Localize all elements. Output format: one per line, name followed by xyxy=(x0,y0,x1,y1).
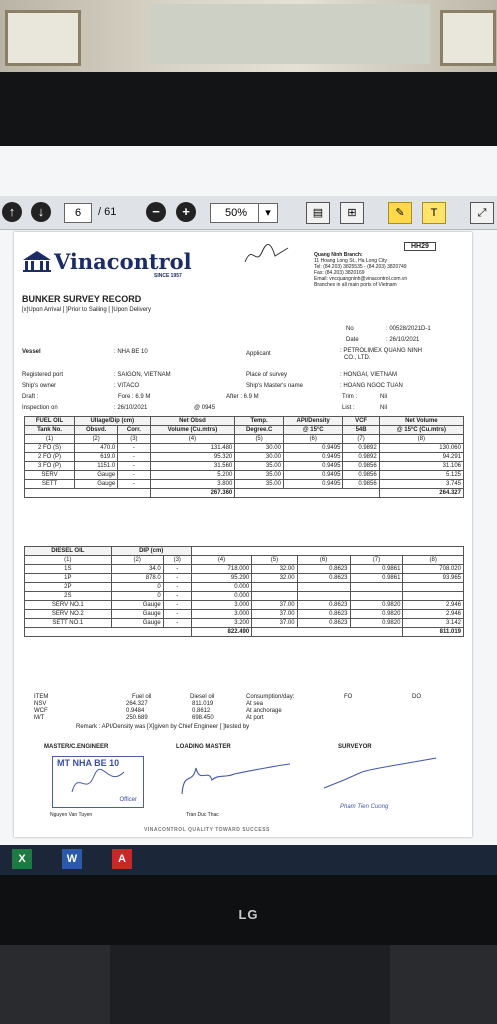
master-name: Nguyen Van Tuyen xyxy=(50,812,93,818)
fuel-value: - xyxy=(118,480,150,489)
fuel-value: 31.106 xyxy=(379,462,463,471)
fuel-value: 0.9892 xyxy=(343,453,379,462)
diesel-value: Gauge xyxy=(111,601,163,610)
net-obsd-header: Net Obsd xyxy=(150,417,235,426)
column-index: (6) xyxy=(297,556,350,565)
page-total: / 61 xyxy=(98,206,117,218)
tank-name: 1S xyxy=(25,565,112,574)
fuel-value: 131.480 xyxy=(150,444,235,453)
windows-taskbar xyxy=(0,845,497,875)
diesel-value: 32.00 xyxy=(252,574,297,583)
monitor-brand-logo: LG xyxy=(238,907,259,922)
word-icon[interactable]: W xyxy=(62,849,82,869)
diesel-tank-row xyxy=(25,610,464,619)
pdf-toolbar xyxy=(0,196,497,230)
diesel-tank-row xyxy=(25,574,464,583)
draft-label: Draft : xyxy=(22,394,39,400)
loading-master-signature xyxy=(174,756,294,800)
tank-name: 2 FO (P) xyxy=(25,453,75,462)
fuel-value: 1151.0 xyxy=(75,462,118,471)
fuel-total-net: 264.327 xyxy=(379,489,463,498)
diesel-value: 718.000 xyxy=(191,565,252,574)
fuel-header-row xyxy=(25,417,464,426)
branch-line: 11 Hoang Long St., Ha Long City xyxy=(314,258,388,264)
fuel-value: 0.9856 xyxy=(343,480,379,489)
master-value: : HOANG NGOC TUAN xyxy=(340,383,403,389)
fuel-value: - xyxy=(118,453,150,462)
monitor-screen xyxy=(0,146,497,874)
pdf-reader-icon[interactable]: A xyxy=(112,849,132,869)
footer-slogan: VINACONTROL QUALITY TOWARD SUCCESS xyxy=(144,827,270,833)
fuel-value: 35.00 xyxy=(235,462,284,471)
fuel-value: 0.9856 xyxy=(343,471,379,480)
tank-name: SETT NO.1 xyxy=(25,619,112,628)
fuel-subheader: @ 15°C (Cu.mtrs) xyxy=(379,426,463,435)
diesel-value: - xyxy=(163,565,191,574)
diesel-total-row xyxy=(25,628,464,637)
applicant-value: : PETROLIMEX QUANG NINH xyxy=(340,348,423,354)
fuel-oil-title: FUEL OIL xyxy=(25,417,75,426)
tank-name: SETT xyxy=(25,480,75,489)
net-volume-header: Net Volume xyxy=(379,417,463,426)
fuel-summary-mt: 250.689 xyxy=(126,715,148,721)
tank-name: 2 FO (S) xyxy=(25,444,75,453)
document-title: BUNKER SURVEY RECORD xyxy=(22,294,142,304)
master-label: Ship's Master's name xyxy=(246,383,303,389)
loading-master-label: LOADING MASTER xyxy=(176,744,231,750)
column-index: (7) xyxy=(350,556,403,565)
consumption-port: At port xyxy=(246,715,264,721)
diesel-value: 3.000 xyxy=(191,610,252,619)
fuel-value: Gauge xyxy=(75,480,118,489)
dip-header: DIP (cm) xyxy=(111,547,191,556)
empty-cell xyxy=(25,489,151,498)
diesel-value: - xyxy=(163,592,191,601)
fit-width-icon[interactable]: ⊞ xyxy=(340,202,364,224)
diesel-value: - xyxy=(163,574,191,583)
surveyor-name: Pham Tien Cuong xyxy=(340,804,389,810)
fuel-total-obsd: 267.360 xyxy=(150,489,235,498)
diesel-index-row xyxy=(25,556,464,565)
diesel-value: 0.000 xyxy=(191,583,252,592)
column-index: (8) xyxy=(403,556,464,565)
vinacontrol-logo-icon xyxy=(22,250,52,272)
column-index: (3) xyxy=(163,556,191,565)
fuel-value: 0.9495 xyxy=(283,453,343,462)
fuel-oil-table xyxy=(24,416,464,498)
diesel-value: 37.00 xyxy=(252,610,297,619)
fuel-index-row xyxy=(25,435,464,444)
diesel-value: 3.200 xyxy=(191,619,252,628)
diesel-value: Gauge xyxy=(111,610,163,619)
fuel-value: 0.9495 xyxy=(283,462,343,471)
monitor-bezel-top xyxy=(0,72,497,147)
vessel-value: : NHA BE 10 xyxy=(114,349,148,355)
wall-poster xyxy=(150,4,430,64)
highlight-icon[interactable]: T xyxy=(422,202,446,224)
do-label: DO xyxy=(412,694,421,700)
fit-page-icon[interactable]: ▤ xyxy=(306,202,330,224)
diesel-tank-row xyxy=(25,592,464,601)
diesel-value: 0 xyxy=(111,592,163,601)
form-number: HH29 xyxy=(404,242,436,251)
date-label: Date xyxy=(346,337,359,343)
column-index: (6) xyxy=(283,435,343,444)
diesel-value xyxy=(403,583,464,592)
expand-icon[interactable]: ⤢ xyxy=(470,202,494,224)
diesel-value: 2.946 xyxy=(403,610,464,619)
background-wall xyxy=(0,0,497,78)
tank-name: 3 FO (P) xyxy=(25,462,75,471)
diesel-value xyxy=(403,592,464,601)
diesel-total-obsd: 822.490 xyxy=(191,628,252,637)
diesel-oil-title: DIESEL OIL xyxy=(25,547,112,556)
temp-header: Temp. xyxy=(235,417,284,426)
surveyor-label: SURVEYOR xyxy=(338,744,372,750)
zoom-out-button[interactable]: − xyxy=(146,202,166,222)
column-index: (3) xyxy=(118,435,150,444)
diesel-value: 0.8623 xyxy=(297,610,350,619)
column-index: (1) xyxy=(25,556,112,565)
fuel-subheader: Volume (Cu.mtrs) xyxy=(150,426,235,435)
zoom-level-input[interactable]: 50% xyxy=(210,203,272,223)
reg-port-label: Registered port xyxy=(22,372,64,378)
branch-line: Email: vncquangninh@vinacontrol.com.vn xyxy=(314,276,408,282)
fuel-value: 0.9892 xyxy=(343,444,379,453)
fuel-value: - xyxy=(118,471,150,480)
diesel-value xyxy=(297,592,350,601)
place-label: Place of survey xyxy=(246,372,288,378)
tank-name: 2S xyxy=(25,592,112,601)
diesel-summary-wcf: 0.8612 xyxy=(192,708,211,714)
tank-name: SERV xyxy=(25,471,75,480)
diesel-tank-row xyxy=(25,601,464,610)
diesel-value: 0.9820 xyxy=(350,619,403,628)
draft-after: After : 6.9 M xyxy=(226,394,259,400)
fuel-value: 31.560 xyxy=(150,462,235,471)
inspection-value: : 26/10/2021 xyxy=(114,405,148,411)
fuel-subheader: Corr. xyxy=(118,426,150,435)
fuel-value: - xyxy=(118,462,150,471)
fuel-subheader: Tank No. xyxy=(25,426,75,435)
fuel-value: 3.800 xyxy=(150,480,235,489)
column-index: (2) xyxy=(75,435,118,444)
diesel-value: - xyxy=(163,601,191,610)
page-number-input[interactable]: 6 xyxy=(64,203,92,223)
fuel-tank-row xyxy=(25,444,464,453)
summary-item: ITEM xyxy=(34,694,49,700)
diesel-value: 0.8623 xyxy=(297,565,350,574)
tank-name: SERV NO.2 xyxy=(25,610,112,619)
column-index: (1) xyxy=(25,435,75,444)
fuel-summary-head: Fuel oil xyxy=(132,694,152,700)
consumption-head: Consumption/day: xyxy=(246,694,295,700)
page-down-icon[interactable]: ↓ xyxy=(31,202,51,222)
fuel-value: 3.745 xyxy=(379,480,463,489)
vcf-header: VCF xyxy=(343,417,379,426)
fuel-tank-row xyxy=(25,480,464,489)
draft-fore: Fore : 6.9 M xyxy=(118,394,151,400)
fuel-value: 35.00 xyxy=(235,471,284,480)
reg-port-value: : SAIGON, VIETNAM xyxy=(114,372,171,378)
column-index: (2) xyxy=(111,556,163,565)
no-value: : 00528/2021D-1 xyxy=(386,326,431,332)
diesel-value: 32.00 xyxy=(252,565,297,574)
survey-timing: [x]Upon Arrival [ ]Prior to Sailing [ ]Upon Delivery xyxy=(22,307,152,313)
diesel-value: - xyxy=(163,610,191,619)
brand-since: SINCE 1957 xyxy=(154,273,182,279)
fuel-subheader: 54B xyxy=(343,426,379,435)
branch-line: Tel: (84.203) 3825535 - (84.203) 3820749 xyxy=(314,264,407,270)
fuel-value: - xyxy=(118,444,150,453)
trim-label: Trim : xyxy=(342,394,358,400)
fuel-tank-row xyxy=(25,462,464,471)
no-label: No xyxy=(346,326,354,332)
fuel-tank-row xyxy=(25,453,464,462)
page-up-icon[interactable]: ↑ xyxy=(2,202,22,222)
excel-icon[interactable]: X xyxy=(12,849,32,869)
fuel-value: 0.9856 xyxy=(343,462,379,471)
diesel-summary-head: Diesel oil xyxy=(190,694,215,700)
fuel-value: 0.9495 xyxy=(283,471,343,480)
diesel-value: 0.8623 xyxy=(297,619,350,628)
fuel-value: 95.320 xyxy=(150,453,235,462)
applicant-value: CO., LTD. xyxy=(344,355,371,361)
empty-cell xyxy=(235,489,379,498)
diesel-value: 2.946 xyxy=(403,601,464,610)
diesel-value xyxy=(252,592,297,601)
owner-label: Ship's owner xyxy=(22,383,57,389)
fuel-value: 35.00 xyxy=(235,480,284,489)
place-value: : HONGAI, VIETNAM xyxy=(340,372,398,378)
diesel-value: - xyxy=(163,619,191,628)
pdf-page xyxy=(14,232,472,837)
column-index: (4) xyxy=(150,435,235,444)
fuel-tank-row xyxy=(25,471,464,480)
diesel-value: Gauge xyxy=(111,619,163,628)
fuel-value: 5.200 xyxy=(150,471,235,480)
diesel-value: 0 xyxy=(111,583,163,592)
diesel-value: 34.0 xyxy=(111,565,163,574)
fuel-value: 619.0 xyxy=(75,453,118,462)
applicant-label: Applicant xyxy=(246,351,271,357)
empty-cell xyxy=(25,628,192,637)
column-index: (8) xyxy=(379,435,463,444)
loading-master-name: Tran Duc Thac xyxy=(186,812,219,818)
diesel-value: 37.00 xyxy=(252,619,297,628)
stamp-text: MT NHA BE 10 xyxy=(57,758,120,768)
fuel-subheader: Obsvd. xyxy=(75,426,118,435)
fuel-value: 94.291 xyxy=(379,453,463,462)
diesel-value xyxy=(350,583,403,592)
empty-cell xyxy=(191,547,463,556)
diesel-value: 0.9861 xyxy=(350,565,403,574)
diesel-value: - xyxy=(163,583,191,592)
fuel-subheader: Degree.C xyxy=(235,426,284,435)
zoom-in-button[interactable]: + xyxy=(176,202,196,222)
diesel-value: 0.8623 xyxy=(297,574,350,583)
header-signature xyxy=(242,242,292,268)
date-value: : 26/10/2021 xyxy=(386,337,420,343)
tank-name: SERV NO.1 xyxy=(25,601,112,610)
diesel-tank-row xyxy=(25,619,464,628)
diesel-value xyxy=(350,592,403,601)
diesel-value: 708.020 xyxy=(403,565,464,574)
diesel-oil-table xyxy=(24,546,464,637)
diesel-value: 0.8623 xyxy=(297,601,350,610)
fuel-value: 5.125 xyxy=(379,471,463,480)
diesel-summary-mt: 698.450 xyxy=(192,715,214,721)
density-header: API/Density xyxy=(283,417,343,426)
inspection-label: Inspection on xyxy=(22,405,58,411)
master-signature xyxy=(64,762,134,802)
summary-mt: M/T xyxy=(34,715,45,721)
column-index: (4) xyxy=(191,556,252,565)
monitor-stand xyxy=(110,945,390,1024)
fuel-value: 30.00 xyxy=(235,453,284,462)
diesel-tank-row xyxy=(25,565,464,574)
brand-name: Vinacontrol xyxy=(54,249,192,274)
consumption-anchorage: At anchorage xyxy=(246,708,282,714)
ullage-header: Ullage/Dip (cm) xyxy=(75,417,151,426)
branch-line: Quang Ninh Branch: xyxy=(314,252,363,258)
diesel-value: 37.00 xyxy=(252,601,297,610)
list-value: Nil xyxy=(380,405,387,411)
diesel-total-net: 811.019 xyxy=(403,628,464,637)
branch-line: Fax: (84.203) 3820169 xyxy=(314,270,365,276)
fuel-value: 0.9495 xyxy=(283,480,343,489)
summary-nsv: NSV xyxy=(34,701,47,707)
diesel-value: 0.000 xyxy=(191,592,252,601)
zoom-dropdown-button[interactable]: ▾ xyxy=(258,203,278,223)
fuel-value: 130.060 xyxy=(379,444,463,453)
diesel-value xyxy=(297,583,350,592)
diesel-value: 3.142 xyxy=(403,619,464,628)
fuel-summary-wcf: 0.9484 xyxy=(126,708,145,714)
diesel-value: 0.9820 xyxy=(350,601,403,610)
diesel-value xyxy=(252,583,297,592)
column-index: (5) xyxy=(252,556,297,565)
fuel-value: Gauge xyxy=(75,471,118,480)
tank-name: 2P xyxy=(25,583,112,592)
fuel-value: 30.00 xyxy=(235,444,284,453)
fo-label: FO xyxy=(344,694,353,700)
fuel-total-row xyxy=(25,489,464,498)
inspection-time: @ 0945 xyxy=(194,405,216,411)
diesel-value: 3.000 xyxy=(191,601,252,610)
empty-cell xyxy=(252,628,403,637)
column-index: (5) xyxy=(235,435,284,444)
fuel-subheader-row xyxy=(25,426,464,435)
diesel-value: 93.965 xyxy=(403,574,464,583)
list-label: List : xyxy=(342,405,355,411)
stamp-officer: Officer xyxy=(119,797,137,803)
summary-wcf: WCF xyxy=(34,708,48,714)
fuel-subheader: @ 15°C xyxy=(283,426,343,435)
fuel-value: 470.0 xyxy=(75,444,118,453)
remark: Remark : API/Density was [X]given by Chief Engineer [ ]tested by xyxy=(76,724,250,730)
consumption-sea: At sea xyxy=(246,701,264,707)
comment-icon[interactable]: ✎ xyxy=(388,202,412,224)
branch-line: Branches in all main ports of Vietnam xyxy=(314,282,397,288)
diesel-header-row xyxy=(25,547,464,556)
window xyxy=(440,10,496,66)
vessel-label: Vessel xyxy=(22,349,41,355)
tank-name: 1P xyxy=(25,574,112,583)
trim-value: Nil xyxy=(380,394,387,400)
owner-value: : VITACO xyxy=(114,383,140,389)
diesel-summary-nsv: 811.019 xyxy=(192,701,214,707)
diesel-value: 0.9861 xyxy=(350,574,403,583)
diesel-value: 878.0 xyxy=(111,574,163,583)
diesel-value: 95.290 xyxy=(191,574,252,583)
master-sign-label: MASTER/C.ENGINEER xyxy=(44,744,109,750)
diesel-tank-row xyxy=(25,583,464,592)
diesel-value: 0.9820 xyxy=(350,610,403,619)
fuel-value: 0.9495 xyxy=(283,444,343,453)
column-index: (7) xyxy=(343,435,379,444)
fuel-summary-nsv: 264.327 xyxy=(126,701,148,707)
surveyor-signature xyxy=(314,752,444,792)
window xyxy=(5,10,81,66)
